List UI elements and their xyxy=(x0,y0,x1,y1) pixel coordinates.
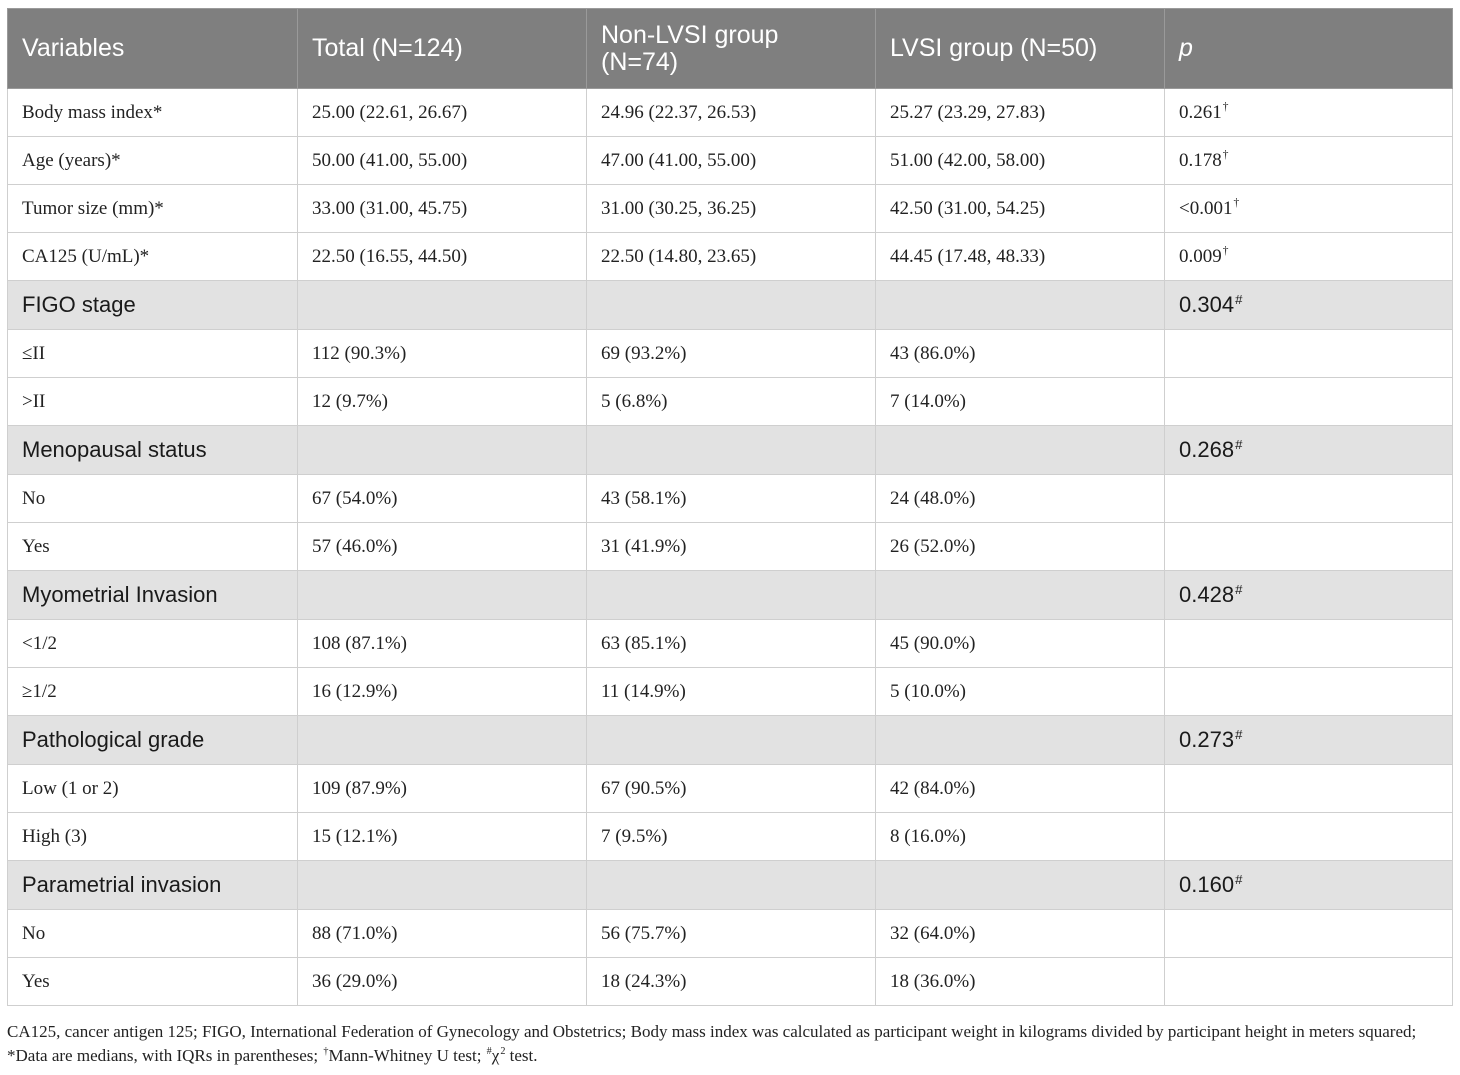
cell-total xyxy=(298,813,587,861)
cell-lvsi xyxy=(876,89,1165,137)
footnote-text: CA125, cancer antigen 125; FIGO, International Federation of Gynecology and Obstetrics; Body mass index was calculated as participant weight in kilograms divided by participant height in meters squared; *Data are medians, with IQRs in parentheses; xyxy=(7,1022,1417,1065)
variable-text: High (3) xyxy=(22,825,87,847)
table-row xyxy=(8,330,1453,378)
cell-non-lvsi xyxy=(587,620,876,668)
cell-lvsi xyxy=(876,716,1165,765)
table-row xyxy=(8,89,1453,137)
lvsi-text: 32 (64.0%) xyxy=(890,922,976,944)
p-value-mark: # xyxy=(1235,871,1243,887)
cell-variable xyxy=(8,137,298,185)
section-row xyxy=(8,426,1453,475)
cell-variable xyxy=(8,89,298,137)
cell-p-value xyxy=(1165,523,1453,571)
table-row xyxy=(8,378,1453,426)
cell-lvsi xyxy=(876,958,1165,1006)
cell-non-lvsi xyxy=(587,523,876,571)
cell-non-lvsi xyxy=(587,475,876,523)
cell-variable xyxy=(8,910,298,958)
non-lvsi-text: 5 (6.8%) xyxy=(601,390,668,412)
total-text: 25.00 (22.61, 26.67) xyxy=(312,101,468,123)
p-value-text: 0.273 xyxy=(1179,727,1235,752)
cell-total xyxy=(298,861,587,910)
table-row xyxy=(8,137,1453,185)
total-text: 22.50 (16.55, 44.50) xyxy=(312,245,468,267)
cell-lvsi xyxy=(876,620,1165,668)
table-row xyxy=(8,910,1453,958)
cell-lvsi xyxy=(876,861,1165,910)
cell-p-value xyxy=(1165,571,1453,620)
cell-p-value xyxy=(1165,958,1453,1006)
p-value-mark: # xyxy=(1235,581,1243,597)
header-total: Total (N=124) xyxy=(298,9,587,89)
lvsi-text: 26 (52.0%) xyxy=(890,535,976,557)
section-row xyxy=(8,716,1453,765)
cell-non-lvsi xyxy=(587,330,876,378)
p-value-text: <0.001 xyxy=(1179,197,1233,219)
total-text: 88 (71.0%) xyxy=(312,922,398,944)
cell-lvsi xyxy=(876,475,1165,523)
p-value-text: 0.178 xyxy=(1179,149,1222,171)
table-row xyxy=(8,958,1453,1006)
cell-total xyxy=(298,523,587,571)
cell-p-value xyxy=(1165,861,1453,910)
p-value-text: 0.261 xyxy=(1179,101,1222,123)
cell-p-value xyxy=(1165,281,1453,330)
cell-lvsi xyxy=(876,378,1165,426)
p-value-text: 0.428 xyxy=(1179,582,1235,607)
cell-lvsi xyxy=(876,668,1165,716)
cell-lvsi xyxy=(876,765,1165,813)
section-row xyxy=(8,281,1453,330)
variable-text: Pathological grade xyxy=(22,727,205,752)
lvsi-text: 7 (14.0%) xyxy=(890,390,966,412)
variable-text: ≥1/2 xyxy=(22,680,57,702)
cell-non-lvsi xyxy=(587,910,876,958)
cell-non-lvsi xyxy=(587,861,876,910)
hash-mark: # xyxy=(486,1046,492,1058)
cell-p-value xyxy=(1165,137,1453,185)
table-header xyxy=(8,9,1453,89)
cell-variable xyxy=(8,958,298,1006)
variable-text: Age (years)* xyxy=(22,149,121,171)
non-lvsi-text: 43 (58.1%) xyxy=(601,487,687,509)
non-lvsi-text: 47.00 (41.00, 55.00) xyxy=(601,149,757,171)
variable-text: Low (1 or 2) xyxy=(22,777,119,799)
cell-non-lvsi xyxy=(587,378,876,426)
non-lvsi-text: 11 (14.9%) xyxy=(601,680,686,702)
lvsi-text: 45 (90.0%) xyxy=(890,632,976,654)
total-text: 50.00 (41.00, 55.00) xyxy=(312,149,468,171)
section-row xyxy=(8,861,1453,910)
header-p-value: p xyxy=(1165,9,1453,89)
cell-total xyxy=(298,330,587,378)
cell-p-value xyxy=(1165,185,1453,233)
non-lvsi-text: 22.50 (14.80, 23.65) xyxy=(601,245,757,267)
cell-variable xyxy=(8,861,298,910)
cell-variable xyxy=(8,668,298,716)
cell-total xyxy=(298,185,587,233)
characteristics-table xyxy=(7,8,1453,1006)
cell-total xyxy=(298,958,587,1006)
total-text: 33.00 (31.00, 45.75) xyxy=(312,197,468,219)
non-lvsi-text: 31.00 (30.25, 36.25) xyxy=(601,197,757,219)
cell-total xyxy=(298,233,587,281)
cell-total xyxy=(298,571,587,620)
cell-p-value xyxy=(1165,716,1453,765)
non-lvsi-text: 56 (75.7%) xyxy=(601,922,687,944)
cell-non-lvsi xyxy=(587,426,876,475)
dagger-mark: † xyxy=(323,1046,329,1058)
cell-p-value xyxy=(1165,426,1453,475)
cell-total xyxy=(298,668,587,716)
variable-text: No xyxy=(22,922,46,944)
footnote-mann-whitney: Mann-Whitney U test; xyxy=(328,1046,486,1065)
p-value-mark: # xyxy=(1235,726,1243,742)
lvsi-text: 5 (10.0%) xyxy=(890,680,966,702)
cell-p-value xyxy=(1165,89,1453,137)
p-value-mark: † xyxy=(1222,101,1229,114)
variable-text: <1/2 xyxy=(22,632,57,654)
table-row xyxy=(8,620,1453,668)
header-row xyxy=(8,9,1453,89)
cell-variable xyxy=(8,233,298,281)
p-value-mark: † xyxy=(1222,149,1229,162)
p-value-mark: † xyxy=(1233,197,1240,210)
section-row xyxy=(8,571,1453,620)
cell-lvsi xyxy=(876,185,1165,233)
variable-text: Parametrial invasion xyxy=(22,872,222,897)
table-row xyxy=(8,765,1453,813)
table-footnote xyxy=(7,1020,1453,1068)
lvsi-text: 18 (36.0%) xyxy=(890,970,976,992)
cell-non-lvsi xyxy=(587,813,876,861)
variable-text: FIGO stage xyxy=(22,292,136,317)
cell-non-lvsi xyxy=(587,668,876,716)
cell-total xyxy=(298,137,587,185)
non-lvsi-text: 24.96 (22.37, 26.53) xyxy=(601,101,757,123)
p-value-text: 0.160 xyxy=(1179,872,1235,897)
cell-lvsi xyxy=(876,910,1165,958)
cell-total xyxy=(298,89,587,137)
cell-lvsi xyxy=(876,426,1165,475)
cell-total xyxy=(298,378,587,426)
header-variables: Variables xyxy=(8,9,298,89)
cell-variable xyxy=(8,523,298,571)
cell-non-lvsi xyxy=(587,89,876,137)
lvsi-text: 44.45 (17.48, 48.33) xyxy=(890,245,1046,267)
table-row xyxy=(8,475,1453,523)
footnote-chi-test: test. xyxy=(505,1046,538,1065)
chi-superscript: 2 xyxy=(500,1046,506,1058)
variable-text: No xyxy=(22,487,46,509)
cell-total xyxy=(298,620,587,668)
cell-p-value xyxy=(1165,330,1453,378)
variable-text: Tumor size (mm)* xyxy=(22,197,164,219)
cell-total xyxy=(298,765,587,813)
cell-lvsi xyxy=(876,137,1165,185)
table-row xyxy=(8,185,1453,233)
total-text: 12 (9.7%) xyxy=(312,390,388,412)
cell-total xyxy=(298,716,587,765)
total-text: 15 (12.1%) xyxy=(312,825,398,847)
total-text: 109 (87.9%) xyxy=(312,777,407,799)
table-row xyxy=(8,668,1453,716)
lvsi-text: 42.50 (31.00, 54.25) xyxy=(890,197,1046,219)
lvsi-text: 51.00 (42.00, 58.00) xyxy=(890,149,1046,171)
header-non-lvsi: Non-LVSI group (N=74) xyxy=(587,9,876,89)
total-text: 112 (90.3%) xyxy=(312,342,407,364)
cell-p-value xyxy=(1165,813,1453,861)
lvsi-text: 24 (48.0%) xyxy=(890,487,976,509)
p-value-text: 0.304 xyxy=(1179,292,1235,317)
cell-lvsi xyxy=(876,330,1165,378)
non-lvsi-text: 69 (93.2%) xyxy=(601,342,687,364)
cell-variable xyxy=(8,185,298,233)
cell-total xyxy=(298,475,587,523)
cell-non-lvsi xyxy=(587,281,876,330)
cell-variable xyxy=(8,765,298,813)
lvsi-text: 42 (84.0%) xyxy=(890,777,976,799)
table-body xyxy=(8,89,1453,1006)
cell-lvsi xyxy=(876,813,1165,861)
cell-p-value xyxy=(1165,910,1453,958)
variable-text: ≤II xyxy=(22,342,46,364)
cell-variable xyxy=(8,330,298,378)
cell-p-value xyxy=(1165,475,1453,523)
total-text: 57 (46.0%) xyxy=(312,535,398,557)
table-row xyxy=(8,233,1453,281)
variable-text: Yes xyxy=(22,970,50,992)
variable-text: CA125 (U/mL)* xyxy=(22,245,150,267)
cell-non-lvsi xyxy=(587,185,876,233)
variable-text: Myometrial Invasion xyxy=(22,582,218,607)
variable-text: Menopausal status xyxy=(22,437,207,462)
cell-p-value xyxy=(1165,620,1453,668)
lvsi-text: 8 (16.0%) xyxy=(890,825,966,847)
cell-variable xyxy=(8,571,298,620)
cell-lvsi xyxy=(876,233,1165,281)
variable-text: >II xyxy=(22,390,46,412)
non-lvsi-text: 18 (24.3%) xyxy=(601,970,687,992)
non-lvsi-text: 63 (85.1%) xyxy=(601,632,687,654)
cell-total xyxy=(298,281,587,330)
total-text: 108 (87.1%) xyxy=(312,632,407,654)
cell-non-lvsi xyxy=(587,716,876,765)
table-row xyxy=(8,813,1453,861)
chi-symbol: χ xyxy=(491,1046,500,1065)
non-lvsi-text: 7 (9.5%) xyxy=(601,825,668,847)
cell-variable xyxy=(8,378,298,426)
non-lvsi-text: 67 (90.5%) xyxy=(601,777,687,799)
cell-variable xyxy=(8,281,298,330)
cell-lvsi xyxy=(876,281,1165,330)
cell-total xyxy=(298,910,587,958)
total-text: 16 (12.9%) xyxy=(312,680,398,702)
cell-non-lvsi xyxy=(587,137,876,185)
variable-text: Body mass index* xyxy=(22,101,163,123)
cell-non-lvsi xyxy=(587,233,876,281)
p-value-text: 0.009 xyxy=(1179,245,1222,267)
cell-p-value xyxy=(1165,378,1453,426)
variable-text: Yes xyxy=(22,535,50,557)
total-text: 67 (54.0%) xyxy=(312,487,398,509)
cell-variable xyxy=(8,475,298,523)
cell-variable xyxy=(8,716,298,765)
cell-lvsi xyxy=(876,523,1165,571)
cell-p-value xyxy=(1165,765,1453,813)
cell-p-value xyxy=(1165,668,1453,716)
header-lvsi: LVSI group (N=50) xyxy=(876,9,1165,89)
table-row xyxy=(8,523,1453,571)
cell-non-lvsi xyxy=(587,958,876,1006)
cell-variable xyxy=(8,426,298,475)
cell-variable xyxy=(8,620,298,668)
p-value-text: 0.268 xyxy=(1179,437,1235,462)
non-lvsi-text: 31 (41.9%) xyxy=(601,535,687,557)
lvsi-text: 25.27 (23.29, 27.83) xyxy=(890,101,1046,123)
p-value-mark: † xyxy=(1222,245,1229,258)
total-text: 36 (29.0%) xyxy=(312,970,398,992)
cell-non-lvsi xyxy=(587,765,876,813)
p-value-mark: # xyxy=(1235,291,1243,307)
cell-variable xyxy=(8,813,298,861)
cell-non-lvsi xyxy=(587,571,876,620)
cell-p-value xyxy=(1165,233,1453,281)
lvsi-text: 43 (86.0%) xyxy=(890,342,976,364)
p-value-mark: # xyxy=(1235,436,1243,452)
cell-lvsi xyxy=(876,571,1165,620)
cell-total xyxy=(298,426,587,475)
